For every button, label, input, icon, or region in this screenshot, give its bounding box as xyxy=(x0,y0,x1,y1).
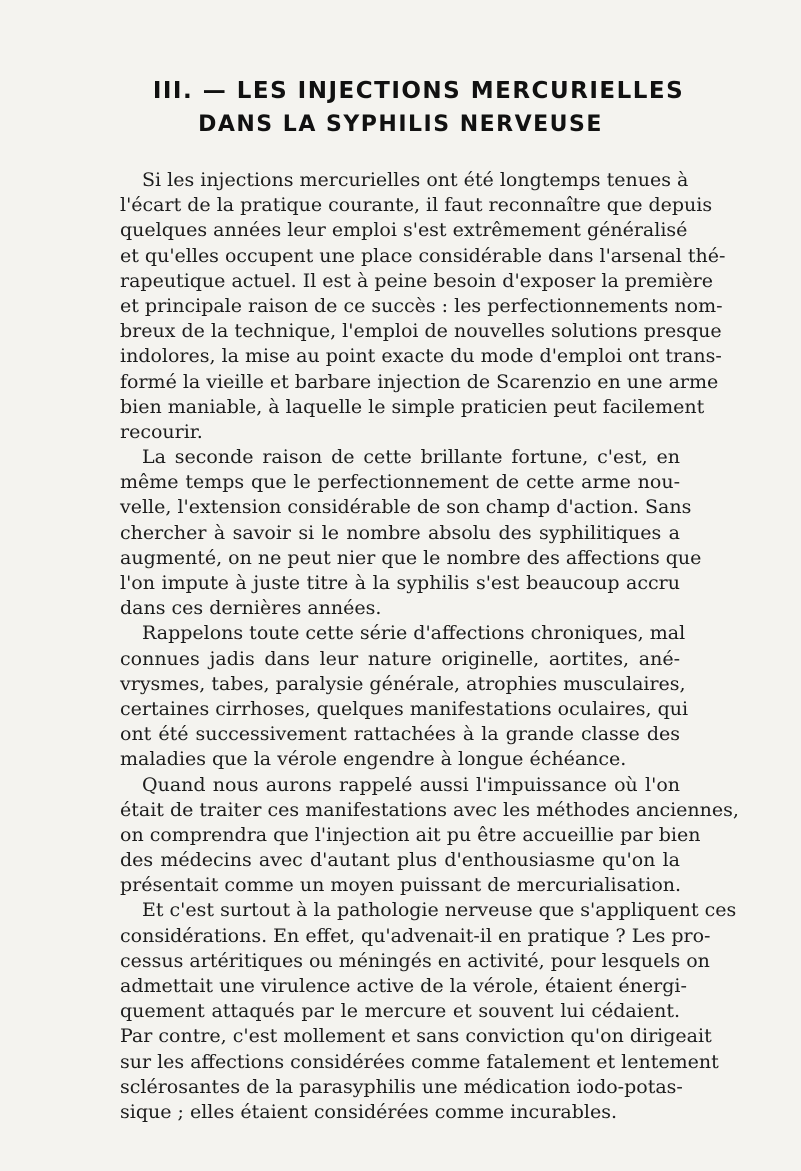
text-line: bien maniable, à laquelle le simple praticien peut facilement xyxy=(120,395,705,418)
text-line: Si les injections mercurielles ont été longtemps tenues à xyxy=(142,169,689,191)
paragraph xyxy=(120,621,689,772)
text-line: Rappelons toute cette série d'affections chroniques, mal xyxy=(142,622,686,645)
text-line: La seconde raison de cette brillante fortune, c'est, en xyxy=(142,446,680,469)
text-line: sur les affections considérées comme fatalement et lentement xyxy=(120,1050,719,1073)
text-line: on comprendra que l'injection ait pu être accueillie par bien xyxy=(120,823,701,846)
text-line: des médecins avec d'autant plus d'enthousiasme qu'on la xyxy=(120,849,680,872)
text-line: breux de la technique, l'emploi de nouvelles solutions presque xyxy=(120,320,722,343)
text-line: rapeutique actuel. Il est à peine besoin d'exposer la première xyxy=(120,269,713,292)
text-line: connues jadis dans leur nature originelle, aortites, ané- xyxy=(120,647,680,670)
text-line: et qu'elles occupent une place considérable dans l'arsenal thé- xyxy=(120,244,726,267)
text-line: ont été successivement rattachées à la grande classe des xyxy=(120,723,680,746)
text-line: indolores, la mise au point exacte du mode d'emploi ont trans- xyxy=(120,345,722,368)
text-line: augmenté, on ne peut nier que le nombre des affections que xyxy=(120,546,702,569)
body-text xyxy=(120,168,739,1125)
text-line: cessus artéritiques ou méningés en activité, pour lesquels on xyxy=(120,949,710,972)
text-line: formé la vieille et barbare injection de Scarenzio en une arme xyxy=(120,370,719,393)
text-line: maladies que la vérole engendre à longue échéance. xyxy=(120,748,627,771)
chapter-heading: III. — LES INJECTIONS MERCURIELLES xyxy=(152,78,685,104)
text-line: l'écart de la pratique courante, il faut reconnaître que depuis xyxy=(120,194,713,217)
text-line: chercher à savoir si le nombre absolu des syphilitiques a xyxy=(120,521,680,544)
text-line: considérations. En effet, qu'advenait-il en pratique ? Les pro- xyxy=(120,924,711,947)
paragraph xyxy=(120,773,739,899)
text-line: était de traiter ces manifestations avec les méthodes anciennes, xyxy=(120,798,739,821)
text-line: même temps que le perfectionnement de cette arme nou- xyxy=(120,471,680,494)
text-line: Par contre, c'est mollement et sans conviction qu'on dirigeait xyxy=(120,1025,712,1048)
text-line: admettait une virulence active de la vérole, étaient énergi- xyxy=(120,975,687,997)
paragraph xyxy=(120,168,726,445)
chapter-subheading: DANS LA SYPHILIS NERVEUSE xyxy=(198,112,603,137)
text-line: velle, l'extension considérable de son champ d'action. Sans xyxy=(120,496,692,519)
text-line: dans ces dernières années. xyxy=(120,597,382,620)
text-line: sique ; elles étaient considérées comme incurables. xyxy=(120,1100,618,1123)
text-line: Quand nous aurons rappelé aussi l'impuissance où l'on xyxy=(142,773,680,796)
paragraph xyxy=(120,445,702,621)
text-line: Et c'est surtout à la pathologie nerveuse que s'appliquent ces xyxy=(142,899,737,922)
paragraph xyxy=(120,898,737,1125)
text-line: certaines cirrhoses, quelques manifestations oculaires, qui xyxy=(120,697,689,720)
text-line: vrysmes, tabes, paralysie générale, atrophies musculaires, xyxy=(120,672,686,695)
text-line: recourir. xyxy=(120,420,203,443)
text-line: quelques années leur emploi s'est extrêmement généralisé xyxy=(120,219,688,242)
text-line: quement attaqués par le mercure et souvent lui cédaient. xyxy=(120,1000,680,1023)
text-line: et principale raison de ce succès : les perfectionnements nom- xyxy=(120,294,723,317)
text-line: présentait comme un moyen puissant de mercurialisation. xyxy=(120,874,682,897)
text-line: l'on impute à juste titre à la syphilis s'est beaucoup accru xyxy=(120,572,680,594)
text-line: sclérosantes de la parasyphilis une médication iodo-potas- xyxy=(120,1075,683,1098)
